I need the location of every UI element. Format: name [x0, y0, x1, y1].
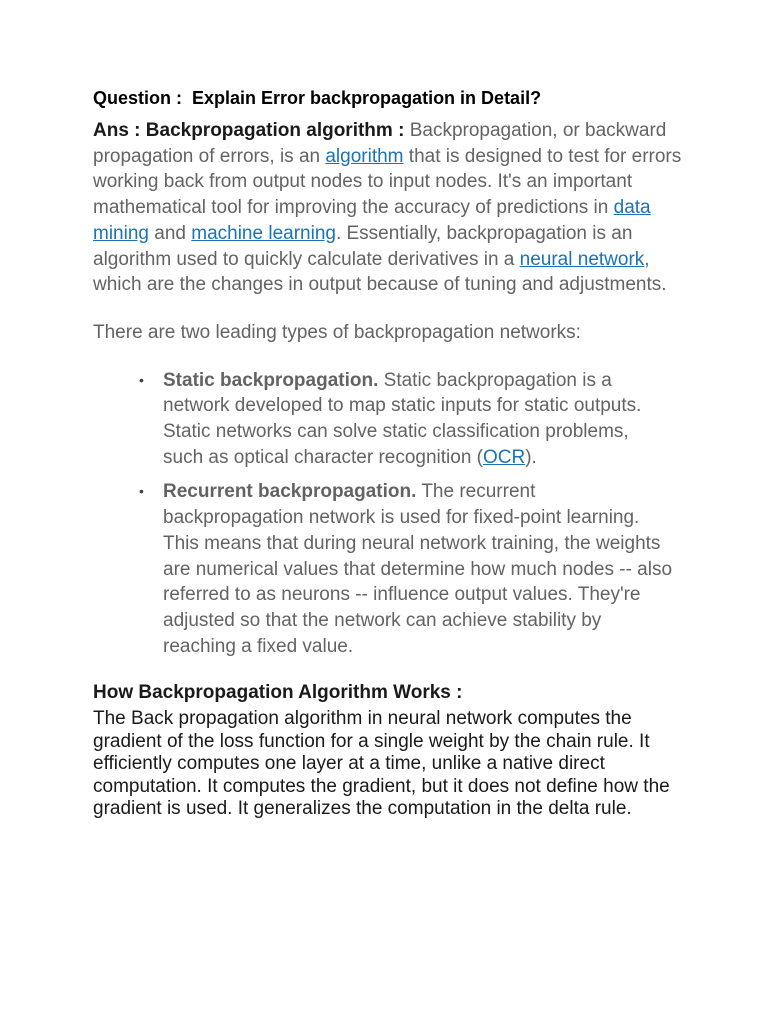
answer-text-4: . Essentially, backpropagation is an algorithm used to quickly calculate derivatives in a: [93, 222, 633, 270]
bullet-icon: •: [139, 371, 144, 388]
leading-types-sentence: There are two leading types of backpropagation networks:: [93, 321, 581, 343]
document-page: [93, 86, 693, 821]
recurrent-text: The recurrent backpropagation network is used for fixed-point learning. This means that during neural network training, the weights are numerical values that determine how much nodes -- also referred to as neurons -- influence output values. They're adjusted so that the network can achieve stability by reaching a fixed value.: [163, 481, 673, 657]
link-algorithm[interactable]: algorithm: [325, 145, 404, 167]
backpropagation-types-list: [93, 368, 693, 660]
link-data-mining[interactable]: data mining: [93, 197, 651, 244]
how-heading: How Backpropagation Algorithm Works :: [93, 682, 463, 704]
link-machine-learning[interactable]: machine learning: [191, 222, 336, 244]
bullet-icon: •: [139, 483, 144, 500]
list-item-static: [139, 368, 673, 471]
question-heading: Question : Explain Error backpropagation in Detail?: [93, 88, 542, 108]
answer-text-1: Backpropagation, or backward propagation of errors, is an: [93, 120, 667, 167]
answer-label: Ans : Backpropagation algorithm :: [93, 120, 405, 141]
link-ocr[interactable]: OCR: [483, 446, 526, 468]
how-body-paragraph: The Back propagation algorithm in neural network computes the gradient of the loss function for a single weight by the chain rule. It efficiently computes one layer at a time, unlike a native direct computation. It computes the gradient, but it does not define how the gradient is used. It generalizes the computation in the delta rule.: [93, 708, 670, 820]
static-text: Static backpropagation is a network developed to map static inputs for static outputs. Static networks can solve static classification problems, such as optical character recognition (: [163, 369, 642, 468]
static-after: ).: [525, 446, 537, 468]
answer-text-5: , which are the changes in output because of tuning and adjustments.: [93, 248, 667, 296]
answer-text-3: and: [148, 222, 192, 244]
answer-paragraph: [93, 118, 693, 298]
answer-text-2: that is designed to test for errors working back from output nodes to input nodes. It's an important mathematical tool for improving the accuracy of predictions in: [93, 145, 682, 219]
list-item-recurrent: [139, 479, 673, 659]
static-title: Static backpropagation.: [163, 369, 379, 391]
link-neural-network[interactable]: neural network: [519, 248, 645, 270]
recurrent-title: Recurrent backpropagation.: [163, 481, 417, 503]
